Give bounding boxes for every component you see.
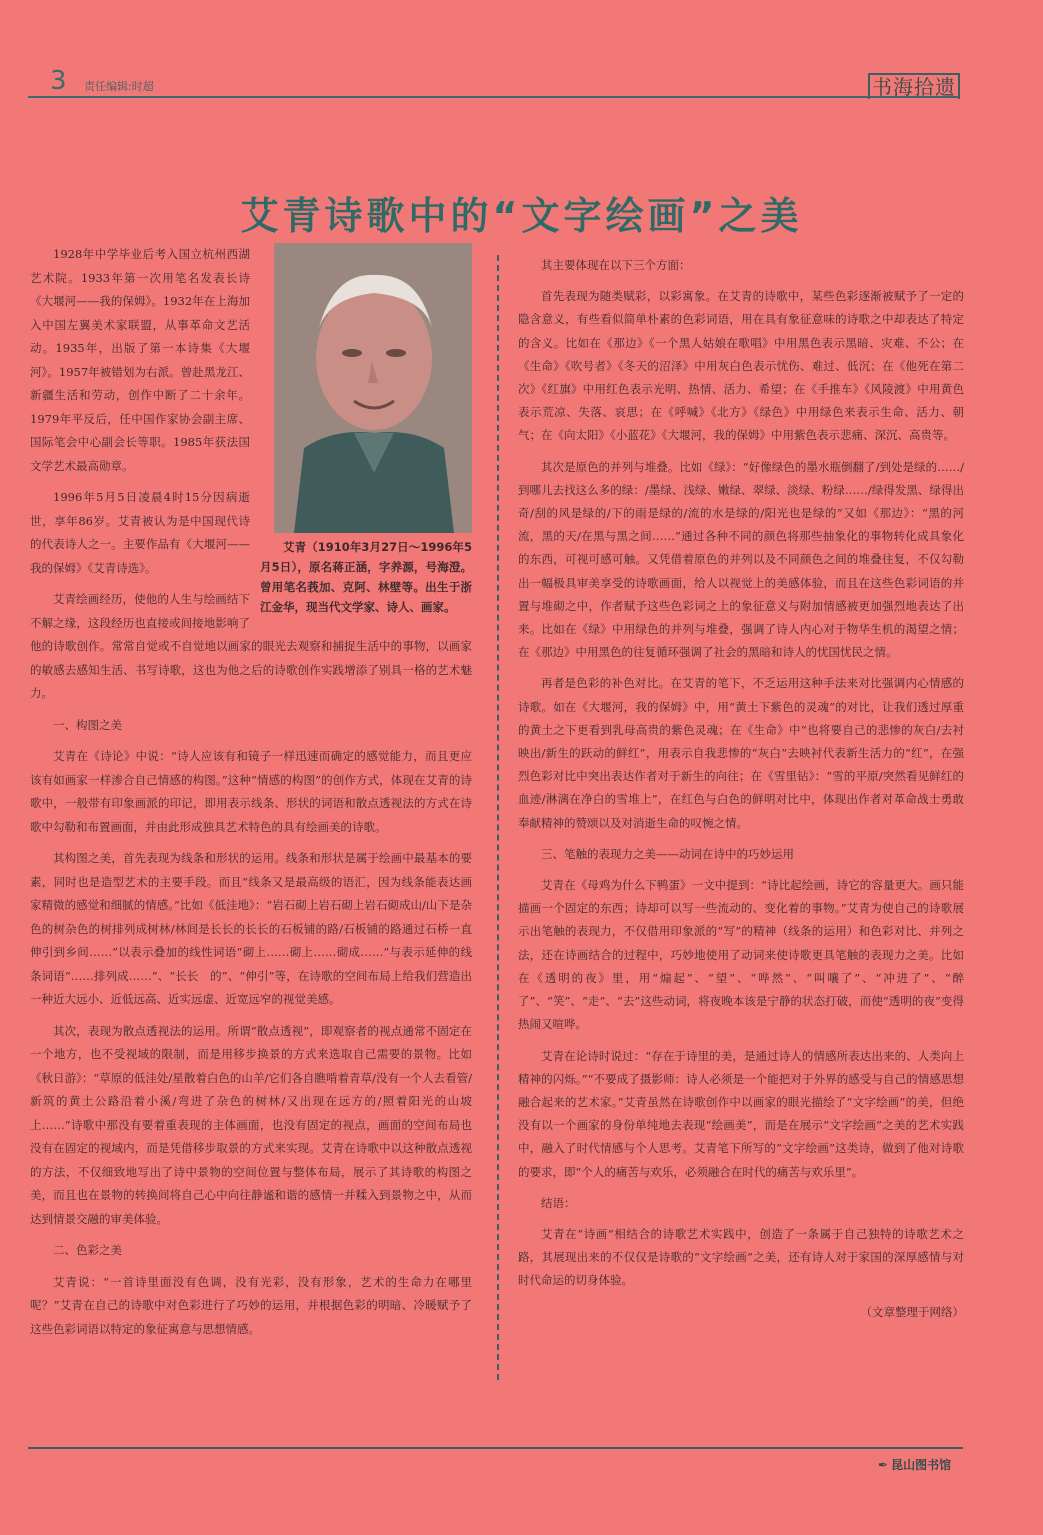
portrait-illustration	[274, 243, 472, 533]
header-rule	[28, 96, 958, 98]
left-paragraph: 其次，表现为散点透视法的运用。所谓“散点透视”，即观察者的视点通常不固定在一个地方，也不受视域的限制，而是用移步换景的方式来选取自己需要的景物。比如《秋日游》：“草原的低洼处/星散着白色的山羊/它们各自瞧啃着青草/没有一个人去看管/新筑的黄土公路沿着小溪/弯进了杂色的树林/又出现在远方的/照着阳光的山坡上……”诗歌中那没有要着重表现的主体画面，也没有固定的视点，画面的空间布局也没有在固定的视域内，而是凭借移步取景的方式来实现。艾青在诗歌中以这种散点透视的方法，不仅细致地写出了诗中景物的空间位置与整体布局，展示了其诗歌的构图之美，而且也在景物的转换间将自己心中向往静谧和谐的感情一并糅入到景物之中，从而达到情景交融的审美体验。	[30, 1023, 472, 1226]
editor-credit: 责任编辑:时超	[84, 80, 154, 93]
page-number: 3	[50, 66, 67, 96]
column-divider	[497, 255, 499, 1380]
right-paragraph: 艾青在《母鸡为什么下鸭蛋》一文中提到：“诗比起绘画，诗它的容量更大。画只能描画一个固定的东西；诗却可以写一些流动的、变化着的事物。”艾青为使自己的诗歌展示出笔触的表现力，不仅借用印象派的“写”的精神（线条的运用）和色彩对比、并列之法，还在诗画结合的过程中，巧妙地使用了动词来使诗歌更具笔触的表现力之美。比如在《透明的夜》里，用“煽起”、“望”、“哗然”、“叫嚷了”、“冲进了”、“醉了”、“笑”、“走”、“去”这些动词，将夜晚本该是宁静的状态打破，而使“透明的夜”变得热闹又喧哗。	[518, 878, 964, 1032]
left-paragraph: 艾青说：“一首诗里面没有色调，没有光彩，没有形象，艺术的生命力在哪里呢？”艾青在自己的诗歌中对色彩进行了巧妙的运用，并根据色彩的明暗、冷暖赋予了这些色彩词语以特定的象征寓意与思想情感。	[30, 1274, 472, 1336]
portrait-block	[260, 243, 472, 617]
right-paragraph: 首先表现为随类赋彩，以彩寓象。在艾青的诗歌中，某些色彩逐渐被赋予了一定的隐含意义，有些看似简单朴素的色彩词语，用在具有象征意味的诗歌之中却表达了特定的含义。比如在《那边》《一个黑人姑娘在歌唱》中用黑色表示黑暗、灾难、不公；在《生命》《吹号者》《冬天的沼泽》中用灰白色表示忧伤、难过、低沉；在《他死在第二次》《红旗》中用红色表示光明、热情、活力、希望；在《手推车》《风陵渡》中用黄色表示荒凉、失落、哀思；在《呼喊》《北方》《绿色》中用绿色来表示生命、活力、朝气；在《向太阳》《小蓝花》《大堰河，我的保姆》中用紫色表示悲痛、深沉、高贵等。	[518, 289, 964, 443]
left-column	[30, 243, 472, 1349]
right-paragraph: 艾青在“诗画”相结合的诗歌艺术实践中，创造了一条属于自己独特的诗歌艺术之路，其展现出来的不仅仅是诗歌的“文字绘画”之美，还有诗人对于家国的深厚感情与对时代命运的切身体验。	[518, 1226, 964, 1288]
source-note: （文章整理于网络）	[860, 1304, 964, 1319]
left-paragraph: 艾青绘画经历，使他的人生与绘画结下不解之缘，这段经历也直接或间接地影响了他的诗歌创作。常常自觉或不自觉地以画家的眼光去观察和捕捉生活中的事物，以画家的敏感去感知生活、书写诗歌，这也为他之后的诗歌创作实践增添了别具一格的艺术魅力。	[30, 592, 472, 700]
portrait-photo	[274, 243, 472, 533]
right-paragraph: 再者是色彩的补色对比。在艾青的笔下，不乏运用这种手法来对比强调内心情感的诗歌。如在《大堰河，我的保姆》中，用“黄土下紫色的灵魂”的对比，让我们透过厚重的黄土之下更看到乳母高贵的紫色灵魂；在《生命》中“也将要自己的悲惨的灰白/去衬映出/新生的跃动的鲜红”，用表示自我悲惨的“灰白”去映衬代表新生活力的“红”，在强烈色彩对比中突出表达作者对于新生的向往；在《雪里钻》：“雪的平原/突然看见鲜红的血迹/淋漓在净白的雪堆上”，在红色与白色的鲜明对比中，体现出作者对革命战士勇敢奉献精神的赞颂以及对消逝生命的叹惋之情。	[518, 676, 964, 830]
right-paragraph: 其次是原色的并列与堆叠。比如《绿》：“好像绿色的墨水瓶倒翻了/到处是绿的……/到哪儿去找这么多的绿：/墨绿、浅绿、嫩绿、翠绿、淡绿、粉绿……/绿得发黑、绿得出奇/刮的风是绿的/下的雨是绿的/流的水是绿的/阳光也是绿的”又如《那边》：“黑的河流，黑的天/在黑与黑之间……”通过各种不同的颜色将那些抽象化的事物转化成具象化的东西，可视可感可触。又凭借着原色的并列以及不同颜色之间的堆叠往复，不仅勾勒出一幅极具审美享受的诗歌画面，给人以视觉上的美感体验，而且在这些色彩词语的并置与堆砌之中，作者赋予这些色彩词之上的象征意义与附加情感被更加强烈地表达了出来。比如在《绿》中用绿色的并列与堆叠，强调了诗人内心对于物华生机的渴望之情；在《那边》中用黑色的往复循环强调了社会的黑暗和诗人的忧国忧民之情。	[518, 459, 964, 660]
section-heading-composition: 一、构图之美	[53, 717, 122, 732]
right-column	[518, 254, 964, 1332]
library-name: 昆山图书馆	[891, 1458, 952, 1472]
section-heading-color: 二、色彩之美	[53, 1243, 122, 1257]
conclusion-heading: 结语：	[541, 1195, 576, 1210]
left-paragraph: 其构图之美，首先表现为线条和形状的运用。线条和形状是属于绘画中最基本的要素，同时也是造型艺术的主要手段。而且“线条又是最高级的语汇，因为线条能表达画家精微的感觉和细腻的情感。”比如《低洼地》：“岩石砌上岩石砌上岩石砌成山/山下是杂色的树杂色的树排列成树林/林间是长长的长长的石板铺的路/石板铺的路通过石桥一直伸引到乡间……”以表示叠加的线性词语“砌上……砌上……砌成……”与表示延伸的线条词语“……排列成……”、“长长 的”、“伸引”等，在诗歌的空间布局上给我们营造出一种近大远小、近低远高、近实远虚、近宽远窄的视觉美感。	[30, 851, 472, 1006]
section-label: 书海拾遗	[868, 73, 960, 99]
right-paragraph: 其主要体现在以下三个方面：	[541, 258, 691, 272]
article-title: 艾青诗歌中的“文字绘画”之美	[240, 194, 803, 239]
left-paragraph: 1928年中学毕业后考入国立杭州西湖艺术院。1933年第一次用笔名发表长诗《大堰河——我的保姆》。1932年在上海加入中国左翼美术家联盟，从事革命文艺活动。1935年，出版了第一本诗集《大堰河》。1957年被错划为右派。曾赴黑龙江、新疆生活和劳动，创作中断了二十余年。1979年平反后，任中国作家协会副主席、国际笔会中心副会长等职。1985年获法国文学艺术最高勋章。	[30, 247, 250, 473]
page-header	[0, 0, 1043, 110]
right-paragraph: 艾青在论诗时说过：“存在于诗里的美，是通过诗人的情感所表达出来的、人类向上精神的闪烁。”“不要成了摄影师：诗人必须是一个能把对于外界的感受与自己的情感思想融合起来的艺术家。”艾青虽然在诗歌创作中以画家的眼光描绘了“文字绘画”的美，但绝没有以一个画家的身份单纯地去表现“绘画美”，而是在展示“文字绘画”之美的艺术实践中，融入了时代情感与个人思考。艾青笔下所写的“文字绘画”这类诗，做到了他对诗歌的要求，即“个人的痛苦与欢乐，必须融合在时代的痛苦与欢乐里”。	[518, 1048, 964, 1179]
left-paragraph: 艾青在《诗论》中说：“诗人应该有和镜子一样迅速而确定的感觉能力，而且更应该有如画家一样渗合自己情感的构图。”这种“情感的构图”的创作方式，体现在艾青的诗歌中，一般带有印象画派的印记，即用表示线条、形状的词语和散点透视法的方式在诗歌中勾勒和布置画面，并由此形成独具艺术特色的具有绘画美的诗歌。	[30, 749, 472, 834]
library-icon: ✒	[878, 1458, 889, 1472]
left-paragraph: 1996年5月5日凌晨4时15分因病逝世，享年86岁。艾青被认为是中国现代诗的代表诗人之一。主要作品有《大堰河——我的保姆》《艾青诗选》。	[30, 490, 250, 575]
portrait-caption: 艾青（1910年3月27日～1996年5月5日），原名蒋正涵，字养源，号海澄。曾用笔名莪加、克阿、林壁等。出生于浙江金华，现当代文学家、诗人、画家。	[260, 540, 472, 614]
library-logo	[878, 1456, 951, 1473]
section-heading-brushwork: 三、笔触的表现力之美——动词在诗中的巧妙运用	[541, 846, 794, 861]
footer-rule	[28, 1447, 963, 1449]
